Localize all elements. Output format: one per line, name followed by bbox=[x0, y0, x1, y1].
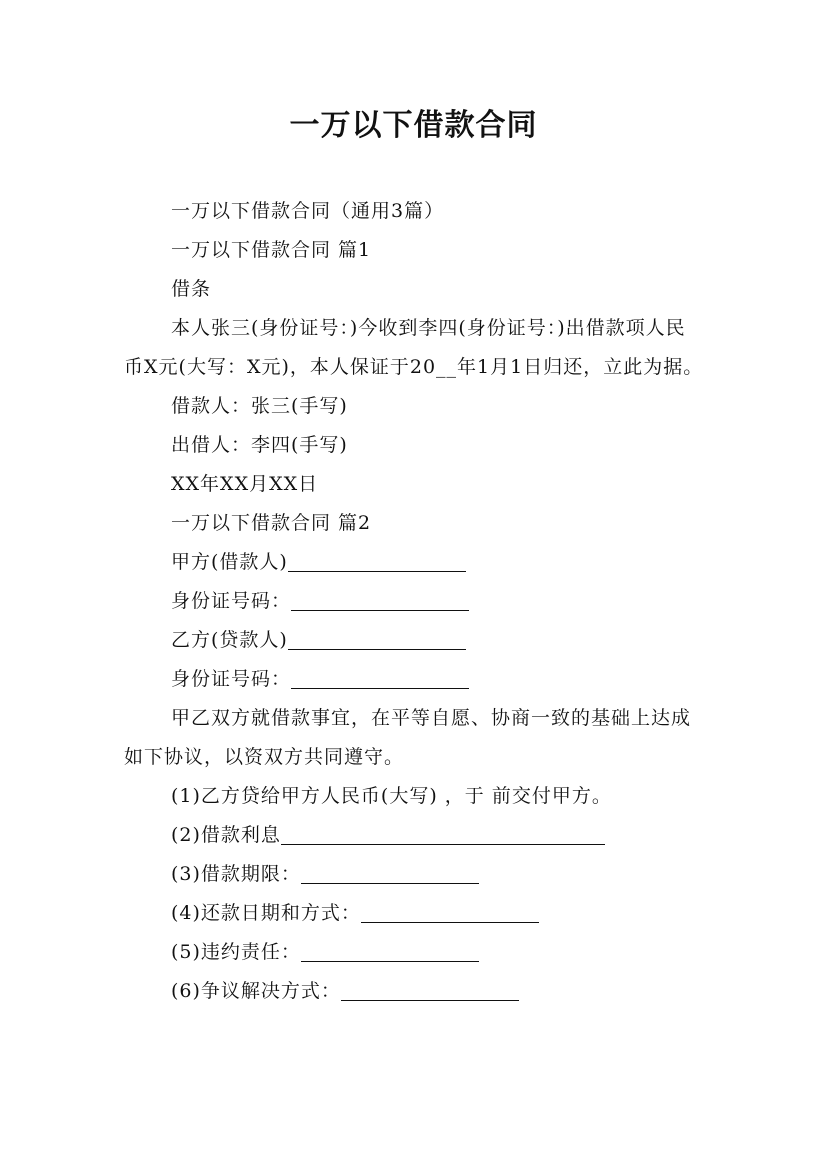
clause-5-blank bbox=[301, 937, 479, 962]
id-a-line bbox=[124, 582, 704, 621]
id-b-blank bbox=[291, 664, 469, 689]
clause-2-blank bbox=[281, 820, 605, 845]
document-title: 一万以下借款合同 bbox=[289, 108, 538, 143]
clause-4-line bbox=[124, 894, 704, 933]
clause-3-line bbox=[124, 855, 704, 894]
part2-heading: 一万以下借款合同 篇2 bbox=[171, 512, 372, 534]
party-b-blank bbox=[288, 625, 466, 650]
date-line: XX年XX月XX日 bbox=[171, 473, 319, 495]
clause-6-label: (6)争议解决方式： bbox=[171, 980, 341, 1002]
party-b-line bbox=[124, 621, 704, 660]
party-a-blank bbox=[288, 547, 466, 572]
id-b-line bbox=[124, 660, 704, 699]
intro-line: 一万以下借款合同（通用3篇） bbox=[171, 200, 445, 222]
clause-3-label: (3)借款期限： bbox=[171, 863, 301, 885]
clause-6-blank bbox=[341, 976, 519, 1001]
document-body bbox=[124, 192, 704, 1011]
clause-4-label: (4)还款日期和方式： bbox=[171, 902, 361, 924]
id-b-label: 身份证号码： bbox=[171, 668, 292, 690]
party-a-line bbox=[124, 543, 704, 582]
clause-1: (1)乙方贷给甲方人民币(大写) ，于 前交付甲方。 bbox=[171, 785, 612, 807]
clause-4-blank bbox=[361, 898, 539, 923]
clause-5-label: (5)违约责任： bbox=[171, 941, 301, 963]
id-a-label: 身份证号码： bbox=[171, 590, 292, 612]
agreement-paragraph: 甲乙双方就借款事宜，在平等自愿、协商一致的基础上达成如下协议，以资双方共同遵守。 bbox=[124, 707, 692, 768]
party-a-label: 甲方(借款人) bbox=[171, 551, 288, 573]
part1-heading: 一万以下借款合同 篇1 bbox=[171, 239, 372, 261]
borrower-signature-line: 借款人：张三(手写) bbox=[171, 395, 348, 417]
clause-2-label: (2)借款利息 bbox=[171, 824, 281, 846]
clause-6-line bbox=[124, 972, 704, 1011]
clause-5-line bbox=[124, 933, 704, 972]
iou-body: 本人张三(身份证号：)今收到李四(身份证号：)出借款项人民币X元(大写：X元)，本人保证于20__年1月1日归还，立此为据。 bbox=[124, 317, 704, 378]
party-b-label: 乙方(贷款人) bbox=[171, 629, 288, 651]
id-a-blank bbox=[291, 586, 469, 611]
iou-heading: 借条 bbox=[171, 278, 212, 300]
clause-3-blank bbox=[301, 859, 479, 884]
lender-signature-line: 出借人：李四(手写) bbox=[171, 434, 348, 456]
clause-2-line bbox=[124, 816, 704, 855]
